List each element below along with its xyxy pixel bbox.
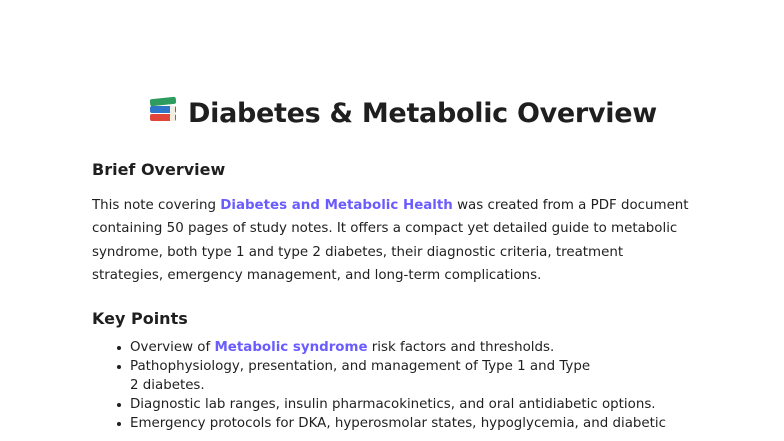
list-item <box>92 395 692 414</box>
key-points-heading: Key Points <box>92 309 188 328</box>
page-title <box>148 96 657 129</box>
key-point-3: Diagnostic lab ranges, insulin pharmacokinetics, and oral antidiabetic options. <box>130 397 656 412</box>
metabolic-syndrome-link[interactable]: Metabolic syndrome <box>214 340 368 355</box>
diabetes-metabolic-health-link[interactable]: Diabetes and Metabolic Health <box>220 198 453 213</box>
key-points-list <box>92 338 692 433</box>
brief-overview-heading: Brief Overview <box>92 160 226 179</box>
key-point-1-post: risk factors and thresholds. <box>367 340 555 355</box>
page-title-text: Diabetes & Metabolic Overview <box>188 98 657 129</box>
brief-overview-paragraph <box>92 194 692 287</box>
list-item <box>92 414 692 433</box>
brief-text-1: This note covering <box>92 198 221 213</box>
key-point-2: Pathophysiology, presentation, and management of Type 1 and Type 2 diabetes. <box>130 359 591 393</box>
key-point-1-pre: Overview of <box>130 340 215 355</box>
list-item <box>92 357 600 395</box>
list-item <box>92 338 692 357</box>
brief-text-2: was created from a PDF document containing 50 pages of study notes. It offers a compact yet detailed guide to metabolic syndrome, both type 1 and type 2 diabetes, their diagnostic criteria, treatment strategies, emergency management, and long-term complications. <box>92 198 689 283</box>
books-icon <box>148 96 178 126</box>
key-point-4: Emergency protocols for DKA, hyperosmolar states, hypoglycemia, and diabetic <box>130 416 666 431</box>
